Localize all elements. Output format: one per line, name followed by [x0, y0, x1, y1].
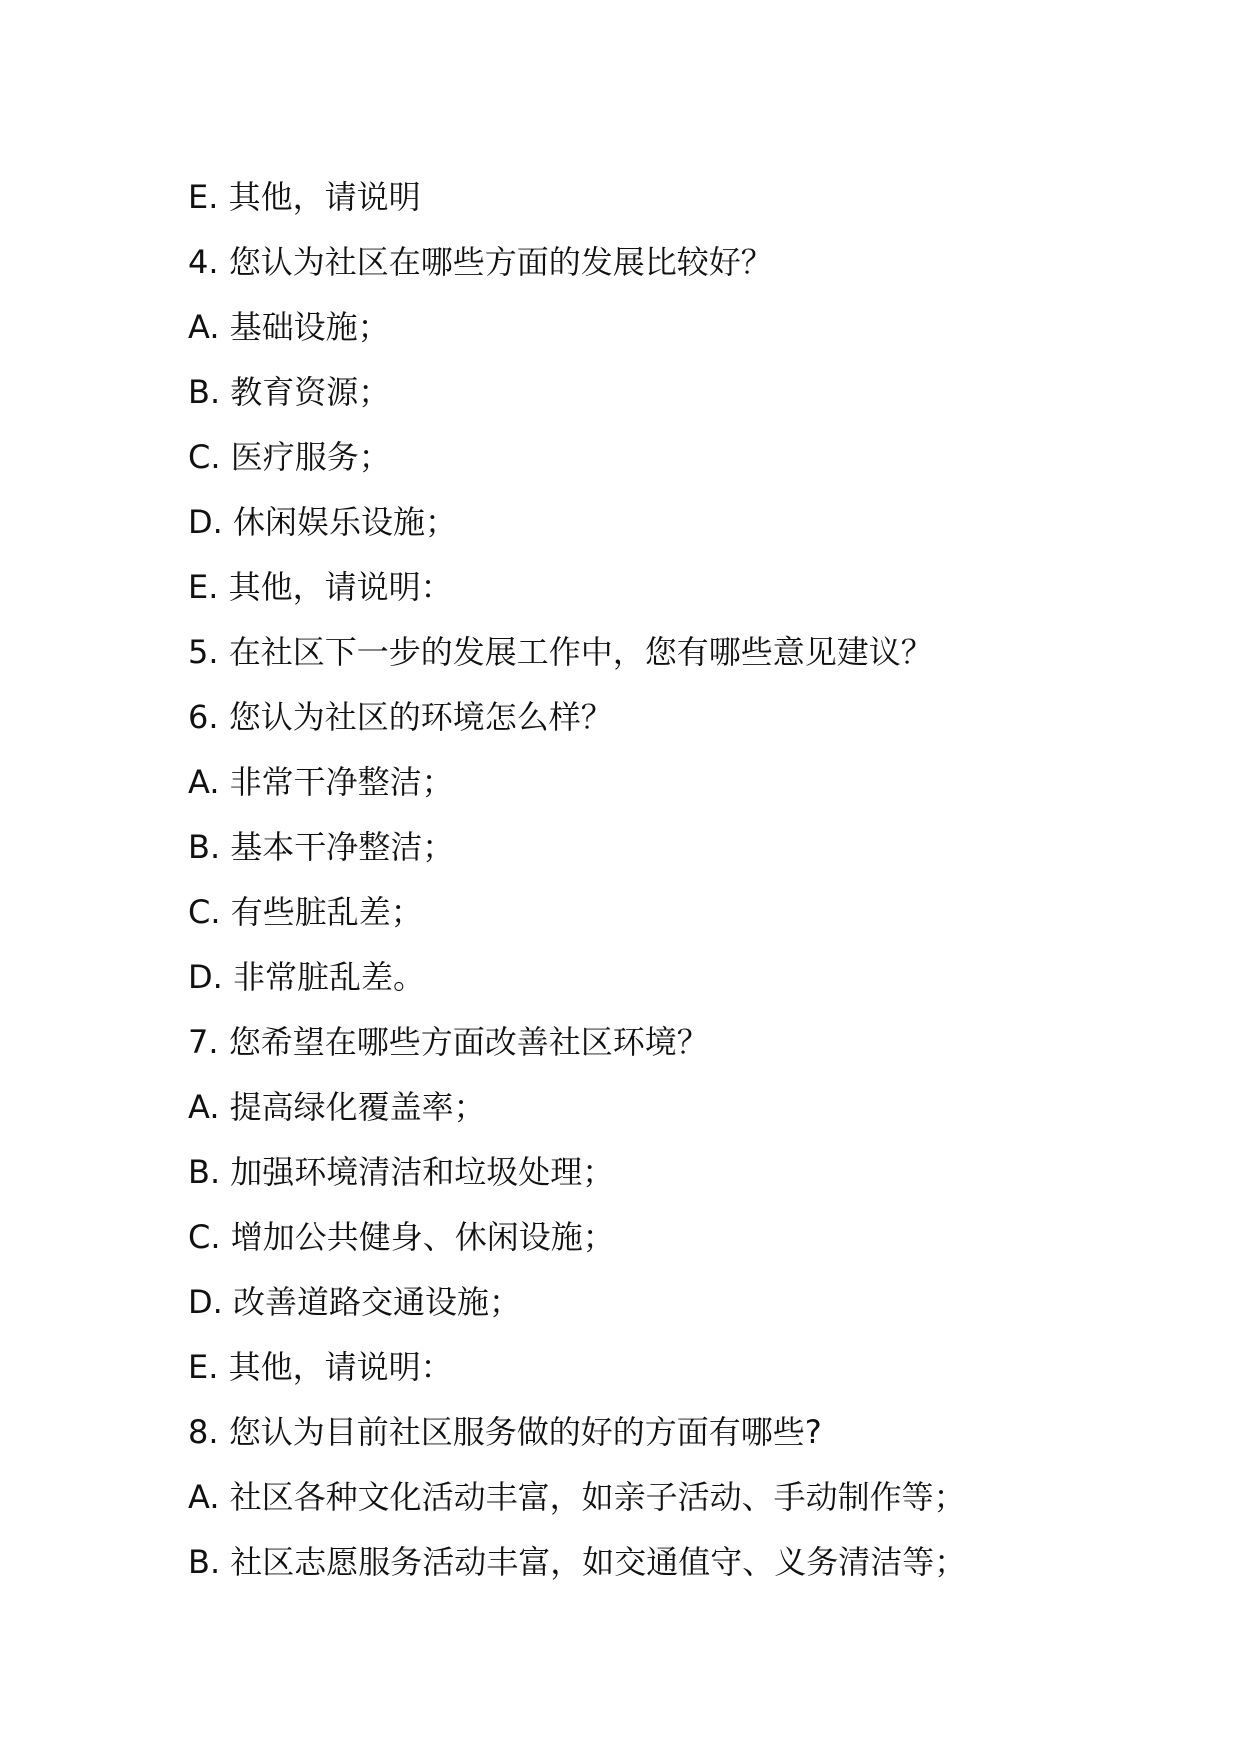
question-line: 4. 您认为社区在哪些方面的发展比较好？: [188, 243, 773, 281]
document-body: [188, 168, 1148, 1598]
option-line: D. 休闲娱乐设施；: [188, 503, 457, 541]
option-line: E. 其他，请说明: [188, 178, 421, 216]
option-line: A. 基础设施；: [188, 308, 390, 346]
option-line: E. 其他，请说明：: [188, 568, 453, 606]
option-line: C. 医疗服务；: [188, 438, 391, 476]
question-line: 8. 您认为目前社区服务做的好的方面有哪些?: [188, 1413, 822, 1451]
option-line: C. 有些脏乱差；: [188, 893, 423, 931]
option-line: A. 社区各种文化活动丰富，如亲子活动、手动制作等；: [188, 1478, 966, 1516]
option-line: B. 加强环境清洁和垃圾处理；: [188, 1153, 615, 1191]
question-line: 6. 您认为社区的环境怎么样？: [188, 698, 613, 736]
option-line: A. 提高绿化覆盖率；: [188, 1088, 486, 1126]
option-line: E. 其他，请说明：: [188, 1348, 453, 1386]
option-line: D. 改善道路交通设施；: [188, 1283, 521, 1321]
question-line: 5. 在社区下一步的发展工作中，您有哪些意见建议？: [188, 633, 933, 671]
option-line: A. 非常干净整洁；: [188, 763, 454, 801]
option-line: D. 非常脏乱差。: [188, 958, 425, 996]
option-line: B. 社区志愿服务活动丰富，如交通值守、义务清洁等；: [188, 1543, 967, 1581]
question-line: 7. 您希望在哪些方面改善社区环境？: [188, 1023, 709, 1061]
option-line: B. 基本干净整洁；: [188, 828, 455, 866]
option-line: C. 增加公共健身、休闲设施；: [188, 1218, 615, 1256]
option-line: B. 教育资源；: [188, 373, 391, 411]
